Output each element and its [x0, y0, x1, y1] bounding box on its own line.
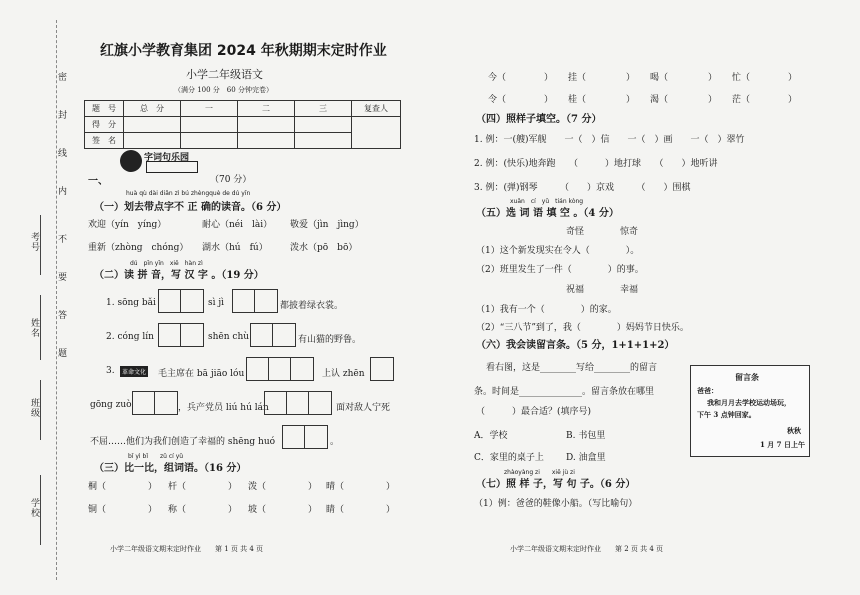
score-header-cell: 总 分: [124, 101, 181, 117]
q2-sentence: 上认 zhēn: [322, 369, 365, 379]
q2-pinyin-prompt: 2. cóng lín: [106, 332, 154, 342]
q2-sentence: 面对敌人宁死: [336, 403, 391, 413]
writing-grid[interactable]: [158, 289, 204, 313]
q3-cell: ）: [708, 95, 718, 105]
signature-cell[interactable]: [181, 133, 238, 149]
q6-option: B. 书包里: [566, 431, 606, 441]
school-field[interactable]: [40, 475, 41, 545]
q3-cell: 杆（: [168, 482, 187, 492]
q3-cell: ）: [626, 73, 636, 83]
exam-subtitle: 小学二年级语文: [186, 68, 263, 81]
q4-line[interactable]: 3. 例：(弹)钢琴 （ ）京戏 （ ）围棋: [474, 183, 691, 193]
q2-sentence: 毛主席在 bā jiāo lóu: [158, 369, 245, 379]
q3-cell: ）: [626, 95, 636, 105]
q3-cell: 桐（: [88, 482, 107, 492]
writing-grid[interactable]: [232, 289, 278, 313]
score-header-cell: 一: [181, 101, 238, 117]
q3-cell: ）: [788, 95, 798, 105]
q3-cell: ）: [308, 482, 318, 492]
score-header-cell: 二: [238, 101, 295, 117]
score-cell[interactable]: [181, 117, 238, 133]
q4-line[interactable]: 1. 例：一(艘)军舰 一（ ）信 一（ ）画 一（ ）翠竹: [474, 135, 745, 145]
writing-grid[interactable]: [246, 357, 314, 381]
q1-item[interactable]: 欢迎（yín yíng）: [88, 220, 167, 230]
q2-sentence: ，兵产党员 liú hú lán: [178, 403, 269, 413]
badge-label: 字词句乐园: [144, 153, 190, 163]
q3-cell: ）: [148, 505, 158, 515]
seal-char: 要: [58, 273, 68, 283]
q5-sentence[interactable]: （1）这个新发现实在令人（ ）。: [476, 246, 640, 256]
seal-char: 密: [58, 73, 68, 83]
q2-number: 3.: [106, 366, 115, 376]
q5-word-choices: 奇怪 惊奇: [566, 227, 639, 237]
note-body: 下午 3 点钟回家。: [697, 410, 756, 419]
q1-item[interactable]: 湖水（hú fú）: [202, 243, 268, 253]
q3-cell: ）: [148, 482, 158, 492]
q2-pinyin-prompt: sì jì: [208, 298, 225, 308]
page-2: [470, 0, 800, 595]
q2-title: （二）读 拼 音，写 汉 字 。（19 分）: [94, 270, 264, 281]
seal-char: 内: [58, 187, 68, 197]
q7-pinyin: zhàoyàng zi xiě jù zi: [504, 469, 575, 476]
q3-cell: 喝（: [650, 73, 669, 83]
page-footer: 小学二年级语文期末定时作业 第 1 页 共 4 页: [110, 545, 264, 553]
q3-cell: 挂（: [568, 73, 587, 83]
writing-grid[interactable]: [158, 323, 204, 347]
seal-char: 题: [58, 349, 68, 359]
signature-row-label: 签 名: [85, 133, 124, 149]
signature-cell[interactable]: [295, 133, 352, 149]
q3-cell: ）: [708, 73, 718, 83]
q3-cell: ）: [386, 505, 396, 515]
seal-char: 封: [58, 111, 68, 121]
signature-cell[interactable]: [238, 133, 295, 149]
q6-title: （六）我会读留言条。（5 分，1+1+1+2）: [476, 340, 675, 351]
writing-grid[interactable]: [370, 357, 394, 381]
writing-grid[interactable]: [250, 323, 296, 347]
q2-sentence: 不屈……他们为我们创造了幸福的 shēng huó: [90, 437, 276, 447]
q3-cell: 令（: [488, 95, 507, 105]
q6-option: D. 油盒里: [566, 453, 606, 463]
q4-title: （四）照样子填空。（7 分）: [476, 114, 602, 125]
q2-pinyin-prompt: 1. sōng bǎi: [106, 298, 156, 308]
page-footer: 小学二年级语文期末定时作业 第 2 页 共 4 页: [510, 545, 664, 553]
section-points: （70 分）: [210, 175, 252, 185]
class-label: 班级: [29, 398, 39, 418]
name-label: 姓名: [29, 318, 39, 338]
q6-option: C．家里的桌子上: [474, 453, 544, 463]
culture-tag: 革命文化: [120, 366, 148, 377]
q3-cell: 桂（: [568, 95, 587, 105]
q3-cell: ）: [228, 482, 238, 492]
exam-title: 红旗小学教育集团 2024 年秋期期末定时作业: [100, 43, 387, 59]
q7-line: （1）例：爸爸的鞋像小船。（写比喻句）: [474, 499, 638, 509]
q5-title: （五）选 词 语 填 空 。（4 分）: [476, 208, 619, 219]
q3-cell: 渴（: [650, 95, 669, 105]
q6-line[interactable]: 条。时间是______________。留言条放在哪里: [474, 387, 655, 397]
q6-line[interactable]: （ ）最合适？(填序号): [476, 407, 592, 417]
signature-cell[interactable]: [124, 133, 181, 149]
writing-grid[interactable]: [132, 391, 178, 415]
q1-title: （一）划去带点字不 正 确的读音。（6 分）: [94, 202, 287, 213]
q3-cell: 称（: [168, 505, 187, 515]
exam-note: （满分 100 分 60 分钟完卷）: [174, 86, 273, 94]
score-cell[interactable]: [124, 117, 181, 133]
q2-pinyin: dú pīn yīn xiě hàn zì: [130, 260, 203, 267]
q1-pinyin: huà qù dài diǎn zì bú zhèngquè de dú yīn: [126, 190, 251, 197]
class-field[interactable]: [40, 380, 41, 440]
q3-cell: 泼（: [248, 482, 267, 492]
writing-grid[interactable]: [264, 391, 332, 415]
score-cell[interactable]: [295, 117, 352, 133]
score-cell[interactable]: [238, 117, 295, 133]
q5-pinyin: xuǎn cí yǔ tián kòng: [510, 198, 584, 205]
q6-line[interactable]: 看右图，这是________写给________的留言: [486, 363, 658, 373]
note-title: 留言条: [735, 372, 759, 382]
reviewer-cell[interactable]: [352, 117, 401, 149]
section-badge: [120, 150, 198, 172]
note-date: 1 月 7 日上午: [759, 440, 805, 449]
writing-grid[interactable]: [282, 425, 328, 449]
q2-pinyin-prompt: gōng zuò: [90, 400, 132, 410]
seal-line: [56, 20, 57, 580]
q3-cell: 晴（: [326, 482, 345, 492]
q5-sentence[interactable]: （2）“三八节”到了，我（ ）妈妈节日快乐。: [476, 323, 689, 333]
q3-cell: ）: [544, 73, 554, 83]
binding-strip: [0, 0, 70, 595]
score-header-cell: 题 号: [85, 101, 124, 117]
q5-sentence[interactable]: （2）班里发生了一件（ ）的事。: [476, 265, 644, 275]
exam-number-label: 考号: [29, 232, 39, 252]
q2-sentence: 都披着绿衣裳。: [280, 301, 344, 311]
note-recipient: 爸爸：: [697, 386, 718, 395]
q3-cell: ）: [788, 73, 798, 83]
q1-item[interactable]: 敬爱（jìn jìng）: [290, 220, 364, 230]
note-signature: 秋秋: [787, 426, 801, 435]
score-table-header: [85, 101, 401, 117]
q3-cell: 忙（: [732, 73, 751, 83]
q3-cell: 茫（: [732, 95, 751, 105]
q6-option: A．学校: [474, 431, 508, 441]
score-header-cell: 复查人: [352, 101, 401, 117]
q2-sentence: 有山猫的野鲁。: [298, 335, 362, 345]
q3-cell: 铜（: [88, 505, 107, 515]
message-note: [690, 365, 810, 457]
q3-cell: 今（: [488, 73, 507, 83]
page-1: [70, 0, 425, 595]
q3-cell: 睛（: [326, 505, 345, 515]
seal-char: 答: [58, 311, 68, 321]
q4-line[interactable]: 2. 例：(快乐)地奔跑 （ ）地打球 （ ）地听讲: [474, 159, 718, 169]
badge-frame: [146, 161, 198, 173]
q3-title: （三）比一比，组词语。（16 分）: [94, 463, 247, 474]
q3-cell: ）: [544, 95, 554, 105]
score-row-label: 得 分: [85, 117, 124, 133]
seal-char: 不: [58, 235, 68, 245]
q1-item[interactable]: 重新（zhòng chóng）: [88, 243, 189, 253]
q5-sentence[interactable]: （1）我有一个（ ）的家。: [476, 305, 617, 315]
exam-number-field[interactable]: [40, 215, 41, 275]
q3-cell: ）: [386, 482, 396, 492]
q2-sentence: 。: [330, 437, 340, 447]
q3-pinyin: bǐ yì bǐ zǔ cí yǔ: [128, 453, 184, 460]
score-header-cell: 三: [295, 101, 352, 117]
q1-item[interactable]: 耐心（néi lài）: [202, 220, 273, 230]
q2-pinyin-prompt: shēn chù: [208, 332, 250, 342]
q3-cell: ）: [228, 505, 238, 515]
mascot-icon: [120, 150, 142, 172]
section-number: 一、: [88, 176, 108, 187]
q5-word-choices: 祝福 幸福: [566, 285, 639, 295]
q1-item[interactable]: 泼水（pō bō）: [290, 243, 358, 253]
name-field[interactable]: [40, 295, 41, 360]
note-body: 我和月月去学校运动场玩，: [707, 398, 791, 407]
q3-cell: 坡（: [248, 505, 267, 515]
seal-char: 线: [58, 149, 68, 159]
score-table: [84, 100, 401, 149]
q7-title: （七）照 样 子，写 句 子。（6 分）: [476, 479, 636, 490]
score-row: [85, 117, 401, 133]
school-label: 学校: [29, 498, 39, 518]
q3-cell: ）: [308, 505, 318, 515]
